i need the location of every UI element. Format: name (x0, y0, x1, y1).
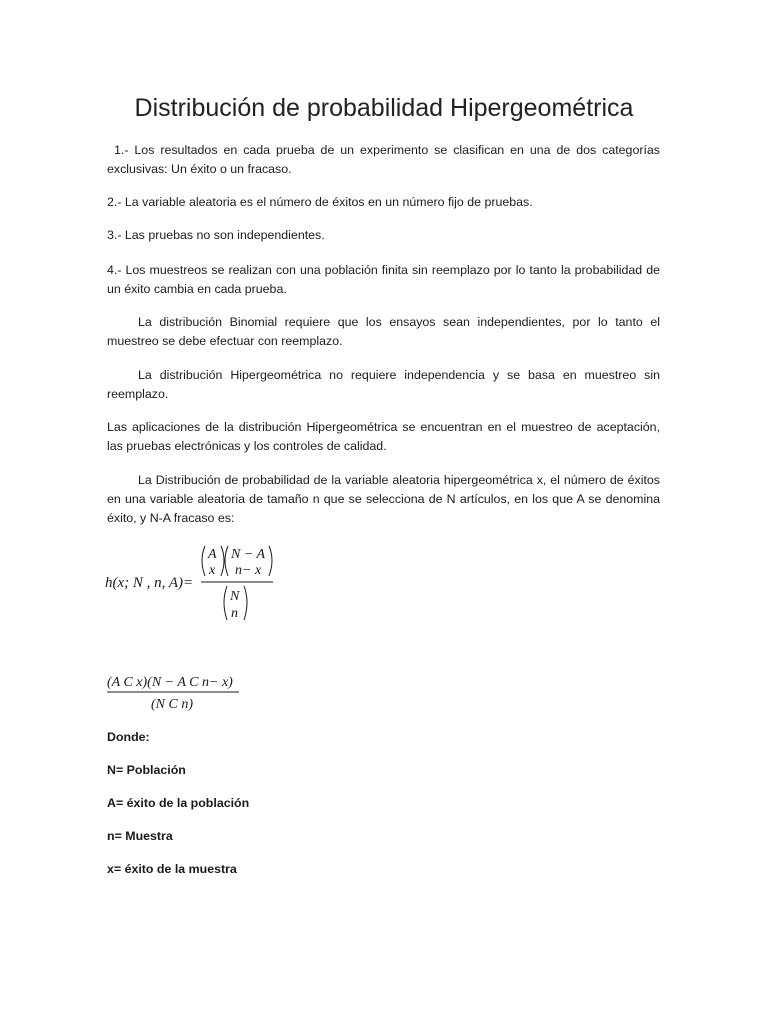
binom1-top: A (208, 547, 217, 562)
paragraph-1: 1.- Los resultados en cada prueba de un experimento se clasifican en una de dos categorías exclusivas: Un éxito o un fracaso. (107, 143, 660, 176)
paren-right (244, 586, 247, 620)
paren-left (202, 546, 205, 576)
page-title: Distribución de probabilidad Hipergeométrica (134, 94, 634, 122)
binom2-bottom: n− x (235, 563, 262, 578)
formula-hypergeometric-svg (105, 540, 305, 630)
paren-right (269, 546, 272, 576)
paragraph-aplicaciones: Las aplicaciones de la distribución Hipergeométrica se encuentran en el muestreo de aceptación, las pruebas electrónicas y los controles de calidad. (107, 420, 660, 453)
paragraph-2: 2.- La variable aleatoria es el número de éxitos en un número fijo de pruebas. (107, 195, 533, 209)
paren-right (221, 546, 224, 576)
binom2-top: N − A (231, 547, 266, 562)
formula2-numerator: (A C x)(N − A C n− x) (107, 675, 233, 690)
formula-combinations (105, 668, 255, 719)
formula2-denominator: (N C n) (151, 697, 193, 712)
definition-N: N= Población (107, 763, 186, 777)
paragraph-4: 4.- Los muestreos se realizan con una población finita sin reemplazo por lo tanto la probabilidad de un éxito cambia en cada prueba. (107, 263, 660, 296)
formula-lhs: h(x; N , n, A)= (105, 575, 194, 591)
paragraph-binomial: La distribución Binomial requiere que los ensayos sean independientes, por lo tanto el muestreo se debe efectuar con reemplazo. (107, 315, 660, 348)
definitions-heading: Donde: (107, 730, 150, 744)
binom3-bottom: n (231, 606, 238, 621)
binom3-top: N (230, 589, 240, 604)
definition-n: n= Muestra (107, 829, 173, 843)
paragraph-3: 3.- Las pruebas no son independientes. (107, 228, 325, 242)
definition-A: A= éxito de la población (107, 796, 250, 810)
paren-left (224, 586, 227, 620)
formula-hypergeometric (105, 540, 305, 635)
formula-combinations-svg (105, 668, 255, 714)
paragraph-distribucion: La Distribución de probabilidad de la variable aleatoria hipergeométrica x, el número de éxitos en una variable aleatoria de tamaño n que se selecciona de N artículos, en los que A se denomina éxito, y N-A fracaso es: (107, 473, 660, 525)
definition-x: x= éxito de la muestra (107, 862, 237, 876)
binom1-bottom: x (209, 563, 216, 578)
paren-left (225, 546, 228, 576)
paragraph-hipergeometrica: La distribución Hipergeométrica no requiere independencia y se basa en muestreo sin reemplazo. (107, 368, 660, 401)
